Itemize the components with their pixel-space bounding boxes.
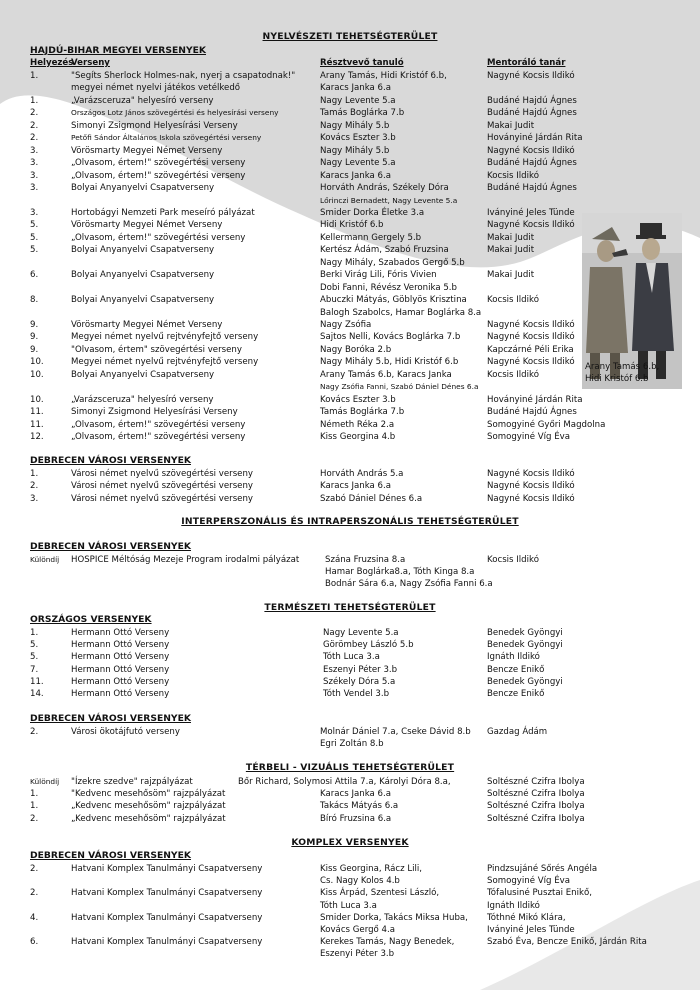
row-competition: HOSPICE Méltóság Mezeje Program irodalmi pályázat bbox=[71, 555, 300, 565]
row-participant: Szána Fruzsina 8.a bbox=[325, 555, 406, 565]
row-mentor: Nagyné Kocsis Ildikó bbox=[487, 332, 575, 343]
row-mentor: Bencze Enikő bbox=[487, 689, 545, 699]
row-participant: Bőr Richard, Solymosi Attila 7.a, Károlyi Dóra 8.a, bbox=[238, 777, 451, 787]
row-participant: Balogh Szabolcs, Hamar Boglárka 8.a bbox=[320, 307, 482, 318]
table-row bbox=[0, 431, 700, 443]
row-participant: Kiss Árpád, Szentesi László, bbox=[320, 888, 440, 899]
row-competition: Hermann Ottó Verseny bbox=[71, 676, 170, 687]
photo-caption-line-1: Arany Tamás 6.b, bbox=[585, 362, 660, 372]
table-row bbox=[0, 813, 700, 825]
row-participant: Bodnár Sára 6.a, Nagy Zsófia Fanni 6.a bbox=[325, 579, 493, 590]
row-mentor: Somogyiné Győri Magdolna bbox=[487, 419, 606, 430]
row-mentor: Budáné Hajdú Ágnes bbox=[487, 183, 577, 194]
row-participant: Tóth Vendel 3.b bbox=[323, 689, 390, 699]
row-competition: „Varázsceruza" helyesíró verseny bbox=[71, 95, 214, 106]
table-row bbox=[0, 887, 700, 899]
row-mentor: Gazdag Ádám bbox=[487, 727, 548, 737]
row-competition: Városi német nyelvű szövegértési verseny bbox=[71, 493, 253, 504]
row-competition: Városi ökotájfutó verseny bbox=[71, 727, 180, 737]
table-row bbox=[0, 726, 700, 738]
col-header-participant: Résztvevő tanuló bbox=[320, 58, 404, 68]
table-row bbox=[0, 676, 700, 688]
row-competition: Simonyi Zsigmond Helyesírási Verseny bbox=[71, 407, 238, 418]
row-participant: Nagy Boróka 2.b bbox=[320, 344, 392, 355]
table-row bbox=[0, 195, 700, 207]
row-participant: Nagy Mihály, Szabados Gergő 5.b bbox=[320, 257, 465, 268]
table-row bbox=[0, 639, 700, 651]
row-place: 1. bbox=[30, 469, 39, 479]
row-place: 3. bbox=[30, 493, 39, 504]
table-row bbox=[0, 651, 700, 663]
row-competition: Városi német nyelvű szövegértési verseny bbox=[71, 469, 253, 479]
row-participant: Kovács Eszter 3.b bbox=[320, 133, 396, 144]
row-mentor: Nagyné Kocsis Ildikó bbox=[487, 481, 575, 492]
row-place: 1. bbox=[30, 95, 39, 106]
row-participant: Tóth Luca 3.a bbox=[323, 652, 380, 663]
row-mentor: Makai Judit bbox=[487, 245, 535, 256]
row-place: 2. bbox=[30, 133, 39, 144]
row-competition: "Kedvenc mesehősöm" rajzpályázat bbox=[71, 789, 226, 800]
table-row bbox=[0, 468, 700, 480]
row-mentor: Pindzsujáné Sőrés Angéla bbox=[487, 864, 598, 874]
row-participant: Arany Tamás, Hidi Kristóf 6.b, bbox=[320, 71, 447, 81]
row-participant: Berki Virág Lili, Fóris Vivien bbox=[320, 270, 437, 281]
row-place: 9. bbox=[30, 320, 39, 330]
row-participant: Eszenyi Péter 3.b bbox=[320, 949, 395, 960]
row-place: 7. bbox=[30, 664, 39, 675]
row-competition: Hermann Ottó Verseny bbox=[71, 689, 170, 699]
row-participant: Tamás Boglárka 7.b bbox=[320, 407, 405, 418]
row-mentor: Somogyiné Víg Éva bbox=[487, 432, 570, 443]
table-row bbox=[0, 182, 700, 194]
table-row bbox=[0, 406, 700, 418]
row-competition: „Olvasom, értem!" szövegértési verseny bbox=[71, 419, 246, 430]
row-mentor: Benedek Gyöngyi bbox=[487, 628, 563, 638]
row-place: 5. bbox=[30, 220, 39, 231]
row-competition: „Olvasom, értem!" szövegértési verseny bbox=[71, 232, 246, 243]
row-participant: Kovács Gergő 4.a bbox=[320, 925, 395, 935]
section-heading-termeszeti: TERMÉSZETI TEHETSÉGTERÜLET bbox=[264, 602, 436, 613]
table-row bbox=[0, 394, 700, 406]
row-participant: Görömbey László 5.b bbox=[323, 640, 414, 651]
row-mentor: Iványiné Jeles Tünde bbox=[487, 207, 575, 218]
row-participant: Cs. Nagy Kolos 4.b bbox=[320, 876, 400, 887]
table-row bbox=[0, 82, 700, 94]
table-row bbox=[0, 948, 700, 960]
row-mentor: Benedek Gyöngyi bbox=[487, 640, 563, 651]
row-place: 6. bbox=[30, 270, 39, 281]
row-competition: "Ízekre szedve" rajzpályázat bbox=[71, 777, 193, 787]
row-participant: Horváth András 5.a bbox=[320, 469, 404, 479]
row-competition: Hatvani Komplex Tanulmányi Csapatverseny bbox=[71, 888, 263, 899]
row-place: 5. bbox=[30, 245, 39, 256]
section-heading-terbeli: TÉRBELI - VIZUÁLIS TEHETSÉGTERÜLET bbox=[245, 762, 455, 773]
row-place: 1. bbox=[30, 801, 39, 812]
row-mentor: Hoványiné Járdán Rita bbox=[487, 394, 583, 405]
row-participant: Hidi Kristóf 6.b bbox=[320, 220, 384, 231]
row-place: 11. bbox=[30, 419, 44, 430]
row-competition: Hortobágyi Nemzeti Park meseíró pályázat bbox=[71, 207, 255, 218]
row-place: 3. bbox=[30, 145, 39, 156]
table-row bbox=[0, 107, 700, 119]
row-place: 2. bbox=[30, 481, 39, 492]
subheading-debrecen-term: DEBRECEN VÁROSI VERSENYEK bbox=[30, 713, 191, 724]
row-participant: Molnár Dániel 7.a, Cseke Dávid 8.b bbox=[320, 727, 471, 737]
row-place: 3. bbox=[30, 183, 39, 194]
table-row bbox=[0, 924, 700, 936]
row-participant: Karacs Janka 6.a bbox=[320, 481, 392, 492]
row-mentor: Nagyné Kocsis Ildikó bbox=[487, 320, 575, 330]
row-participant: Karacs Janka 6.a bbox=[320, 789, 392, 800]
row-participant: Kiss Georgina, Rácz Lili, bbox=[320, 864, 423, 874]
row-place: 6. bbox=[30, 937, 39, 948]
row-mentor: Makai Judit bbox=[487, 232, 535, 243]
row-competition: Petőfi Sándor Általános Iskola szövegértési verseny bbox=[71, 133, 262, 143]
row-mentor: Kocsis Ildikó bbox=[487, 295, 539, 306]
row-place: Különdíj bbox=[30, 555, 60, 564]
row-competition: Bolyai Anyanyelvi Csapatverseny bbox=[71, 245, 215, 256]
row-participant: Kertész Ádám, Szabó Fruzsina bbox=[320, 245, 449, 256]
section-heading-interperszonalis: INTERPERSZONÁLIS ÉS INTRAPERSZONÁLIS TEHETSÉGTERÜLET bbox=[181, 516, 519, 527]
subheading-debrecen-nyelv: DEBRECEN VÁROSI VERSENYEK bbox=[30, 455, 191, 466]
row-participant: Tamás Boglárka 7.b bbox=[320, 108, 405, 119]
row-mentor: Ignáth Ildikó bbox=[487, 652, 540, 663]
row-competition: "Olvasom, értem" szövegértési verseny bbox=[71, 344, 242, 355]
row-place: 5. bbox=[30, 652, 39, 663]
row-competition: „Kedvenc mesehősöm" rajzpályázat bbox=[71, 813, 226, 824]
row-place: 10. bbox=[30, 357, 44, 368]
table-row bbox=[0, 566, 700, 578]
row-place: 5. bbox=[30, 232, 39, 243]
row-competition: „Varázsceruza" helyesíró verseny bbox=[71, 394, 214, 405]
table-row bbox=[0, 936, 700, 948]
row-mentor: Iványiné Jeles Tünde bbox=[487, 925, 575, 935]
row-place: 14. bbox=[30, 689, 44, 699]
row-place: 10. bbox=[30, 394, 44, 405]
row-competition: „Olvasom, értem!" szövegértési verseny bbox=[71, 170, 246, 181]
row-competition: Hermann Ottó Verseny bbox=[71, 640, 170, 651]
row-place: 9. bbox=[30, 332, 39, 343]
table-row bbox=[0, 132, 700, 144]
table-row bbox=[0, 863, 700, 875]
row-participant: Nagy Mihály 5.b bbox=[320, 145, 390, 156]
row-mentor: Soltészné Czifra Ibolya bbox=[487, 801, 585, 812]
row-place: 2. bbox=[30, 813, 39, 824]
row-mentor: Kapczárné Péli Erika bbox=[487, 344, 574, 355]
row-competition: Hatvani Komplex Tanulmányi Csapatverseny bbox=[71, 912, 263, 923]
row-competition: Bolyai Anyanyelvi Csapatverseny bbox=[71, 183, 215, 194]
row-place: Különdíj bbox=[30, 777, 60, 786]
row-participant: Abuczki Mátyás, Göblyös Krisztina bbox=[320, 295, 467, 306]
row-participant: Kerekes Tamás, Nagy Benedek, bbox=[320, 937, 455, 948]
section-heading-komplex: KOMPLEX VERSENYEK bbox=[291, 837, 409, 848]
row-mentor: Hoványiné Járdán Rita bbox=[487, 133, 583, 144]
row-competition: Városi német nyelvű szövegértési verseny bbox=[71, 481, 253, 492]
table-row bbox=[0, 157, 700, 169]
row-place: 4. bbox=[30, 912, 39, 923]
row-place: 11. bbox=[30, 407, 44, 418]
row-participant: Smider Dorka, Takács Miksa Huba, bbox=[320, 912, 468, 923]
row-competition: „Olvasom, értem!" szövegértési verseny bbox=[71, 158, 246, 169]
table-row bbox=[0, 493, 700, 505]
table-row bbox=[0, 70, 700, 82]
row-mentor: Szabó Éva, Bencze Enikő, Járdán Rita bbox=[487, 937, 647, 948]
row-participant: Németh Réka 2.a bbox=[320, 419, 395, 430]
photo-caption bbox=[585, 361, 659, 385]
row-mentor: Nagyné Kocsis Ildikó bbox=[487, 220, 575, 231]
subheading-debrecen-komplex: DEBRECEN VÁROSI VERSENYEK bbox=[30, 850, 191, 861]
row-competition: Országos Lotz János szövegértési és helyesírási verseny bbox=[71, 108, 279, 118]
row-competition: Hermann Ottó Verseny bbox=[71, 664, 170, 675]
table-row bbox=[0, 627, 700, 639]
row-place: 9. bbox=[30, 344, 39, 355]
table-row bbox=[0, 688, 700, 700]
table-row bbox=[0, 664, 700, 676]
row-participant: Nagy Zsófia bbox=[320, 320, 372, 330]
row-participant: Egri Zoltán 8.b bbox=[320, 739, 384, 750]
row-participant: Szabó Dániel Dénes 6.a bbox=[320, 493, 423, 504]
row-place: 12. bbox=[30, 432, 44, 443]
row-participant: Nagy Mihály 5.b, Hidi Kristóf 6.b bbox=[320, 357, 459, 368]
row-participant: Smider Dorka Életke 3.a bbox=[320, 207, 425, 218]
row-competition: Bolyai Anyanyelvi Csapatverseny bbox=[71, 369, 215, 380]
row-participant: Dobi Fanni, Révész Veronika 5.b bbox=[320, 282, 457, 293]
row-place: 8. bbox=[30, 295, 39, 306]
row-participant: Nagy Levente 5.a bbox=[320, 158, 396, 169]
row-mentor: Nagyné Kocsis Ildikó bbox=[487, 357, 575, 368]
subheading-orszagos: ORSZÁGOS VERSENYEK bbox=[30, 614, 152, 625]
row-competition: Simonyi Zsigmond Helyesírási Verseny bbox=[71, 120, 238, 131]
row-competition: „Kedvenc mesehősöm" rajzpályázat bbox=[71, 801, 226, 812]
row-mentor: Tófalusiné Pusztai Enikő, bbox=[487, 888, 592, 899]
row-place: 10. bbox=[30, 369, 44, 380]
row-place: 2. bbox=[30, 727, 39, 737]
row-competition: Hermann Ottó Verseny bbox=[71, 628, 170, 638]
table-row bbox=[0, 145, 700, 157]
row-participant: Arany Tamás 6.b, Karacs Janka bbox=[320, 369, 452, 380]
row-participant: Kiss Georgina 4.b bbox=[320, 432, 396, 443]
photo-caption-line-2: Hidi Kristóf 6.b bbox=[585, 374, 649, 384]
row-mentor: Benedek Gyöngyi bbox=[487, 676, 563, 687]
row-participant: Sajtos Nelli, Kovács Boglárka 7.b bbox=[320, 332, 461, 343]
row-mentor: Soltészné Czifra Ibolya bbox=[487, 777, 585, 787]
row-place: 2. bbox=[30, 120, 39, 131]
row-participant: Horváth András, Székely Dóra bbox=[320, 183, 449, 194]
row-participant: Kellermann Gergely 5.b bbox=[320, 232, 422, 243]
row-participant: Eszenyi Péter 3.b bbox=[323, 664, 398, 675]
row-mentor: Soltészné Czifra Ibolya bbox=[487, 813, 585, 824]
row-participant: Nagy Levente 5.a bbox=[323, 628, 399, 638]
row-participant: Kovács Eszter 3.b bbox=[320, 394, 396, 405]
row-place: 2. bbox=[30, 864, 39, 874]
row-competition: megyei német nyelvi játékos vetélkedő bbox=[71, 83, 241, 94]
col-header-place: Helyezés bbox=[30, 58, 74, 68]
col-header-competition: Verseny bbox=[71, 58, 110, 68]
row-competition: Hermann Ottó Verseny bbox=[71, 652, 170, 663]
row-competition: Vörösmarty Megyei Német Verseny bbox=[71, 220, 223, 231]
row-competition: Megyei német nyelvű rejtvényfejtő verseny bbox=[71, 332, 259, 343]
row-mentor: Nagyné Kocsis Ildikó bbox=[487, 71, 575, 81]
column-header-row bbox=[0, 57, 700, 69]
row-place: 2. bbox=[30, 108, 39, 119]
row-place: 2. bbox=[30, 888, 39, 899]
row-competition: Vörösmarty Megyei Német Verseny bbox=[71, 320, 223, 330]
section-heading-nyelveszeti: NYELVÉSZETI TEHETSÉGTERÜLET bbox=[262, 31, 438, 42]
table-row bbox=[0, 912, 700, 924]
row-participant: Karacs Janka 6.a bbox=[320, 170, 392, 181]
table-row bbox=[0, 95, 700, 107]
row-place: 3. bbox=[30, 158, 39, 169]
row-participant: Nagy Zsófia Fanni, Szabó Dániel Dénes 6.a bbox=[320, 382, 479, 392]
table-row bbox=[0, 170, 700, 182]
row-competition: Hatvani Komplex Tanulmányi Csapatverseny bbox=[71, 864, 263, 874]
row-competition: Bolyai Anyanyelvi Csapatverseny bbox=[71, 270, 215, 281]
row-participant: Bíró Fruzsina 6.a bbox=[320, 813, 392, 824]
row-competition: Megyei német nyelvű rejtvényfejtő verseny bbox=[71, 357, 259, 368]
row-mentor: Nagyné Kocsis Ildikó bbox=[487, 145, 575, 156]
table-row bbox=[0, 554, 700, 566]
row-mentor: Tóthné Mikó Klára, bbox=[487, 912, 566, 923]
row-place: 11. bbox=[30, 676, 44, 687]
row-competition: Bolyai Anyanyelvi Csapatverseny bbox=[71, 295, 215, 306]
row-mentor: Budáné Hajdú Ágnes bbox=[487, 158, 577, 169]
table-row bbox=[0, 419, 700, 431]
row-mentor: Bencze Enikő bbox=[487, 664, 545, 675]
row-mentor: Budáné Hajdú Ágnes bbox=[487, 108, 577, 119]
table-row bbox=[0, 900, 700, 912]
row-place: 5. bbox=[30, 640, 39, 651]
row-place: 1. bbox=[30, 789, 39, 800]
row-mentor: Nagyné Kocsis Ildikó bbox=[487, 493, 575, 504]
table-row bbox=[0, 738, 700, 750]
row-place: 3. bbox=[30, 170, 39, 181]
row-participant: Karacs Janka 6.a bbox=[320, 83, 392, 94]
row-participant: Nagy Mihály 5.b bbox=[320, 120, 390, 131]
table-row bbox=[0, 480, 700, 492]
row-competition: "Segíts Sherlock Holmes-nak, nyerj a csapatodnak!" bbox=[71, 71, 296, 81]
row-mentor: Nagyné Kocsis Ildikó bbox=[487, 469, 575, 479]
row-participant: Takács Mátyás 6.a bbox=[320, 801, 399, 812]
row-competition: Vörösmarty Megyei Német Verseny bbox=[71, 145, 223, 156]
row-mentor: Kocsis Ildikó bbox=[487, 369, 539, 380]
row-mentor: Budáné Hajdú Ágnes bbox=[487, 407, 577, 418]
row-competition: „Olvasom, értem!" szövegértési verseny bbox=[71, 432, 246, 443]
students-photo bbox=[582, 213, 682, 389]
row-mentor: Budáné Hajdú Ágnes bbox=[487, 95, 577, 106]
table-row bbox=[0, 875, 700, 887]
col-header-mentor: Mentoráló tanár bbox=[487, 58, 566, 68]
row-mentor: Kocsis Ildikó bbox=[487, 555, 539, 565]
table-row bbox=[0, 788, 700, 800]
row-place: 1. bbox=[30, 628, 39, 638]
row-mentor: Kocsis Ildikó bbox=[487, 170, 539, 181]
row-mentor: Makai Judit bbox=[487, 270, 535, 281]
subheading-debrecen-inter: DEBRECEN VÁROSI VERSENYEK bbox=[30, 541, 191, 552]
table-row bbox=[0, 800, 700, 812]
row-participant: Tóth Luca 3.a bbox=[320, 900, 377, 911]
table-row bbox=[0, 578, 700, 590]
row-mentor: Makai Judit bbox=[487, 120, 535, 131]
row-participant: Székely Dóra 5.a bbox=[323, 676, 396, 687]
table-row bbox=[0, 776, 700, 788]
row-place: 1. bbox=[30, 71, 39, 81]
row-participant: Lőrinczi Bernadett, Nagy Levente 5.a bbox=[320, 195, 458, 205]
row-competition: Hatvani Komplex Tanulmányi Csapatverseny bbox=[71, 937, 263, 948]
row-mentor: Ignáth Ildikó bbox=[487, 900, 540, 911]
row-mentor: Somogyiné Víg Éva bbox=[487, 876, 570, 887]
row-place: 3. bbox=[30, 207, 39, 218]
row-participant: Nagy Levente 5.a bbox=[320, 95, 396, 106]
row-participant: Hamar Boglárka8.a, Tóth Kinga 8.a bbox=[325, 567, 475, 578]
table-row bbox=[0, 120, 700, 132]
subheading-hajdu-bihar: HAJDÚ-BIHAR MEGYEI VERSENYEK bbox=[30, 45, 207, 56]
row-mentor: Soltészné Czifra Ibolya bbox=[487, 789, 585, 800]
